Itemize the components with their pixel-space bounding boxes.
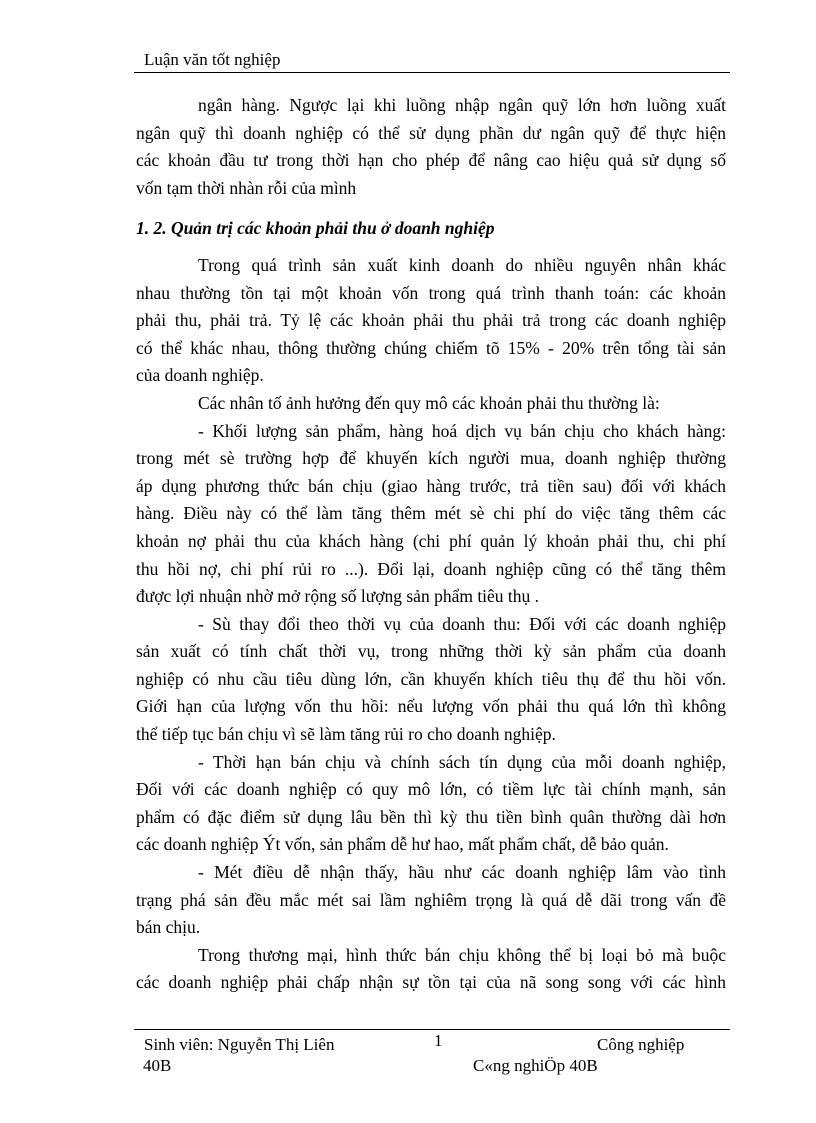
- paragraph-3: [136, 390, 726, 418]
- page-header-title: Luận văn tốt nghiệp: [144, 50, 281, 69]
- text-line: thu hồi nợ, chi phí rủi ro ...). Đổi lại, doanh nghiệp cũng có thể tăng thêm: [136, 558, 726, 579]
- text-line: áp dụng phương thức bán chịu (giao hàng trước, trả tiền sau) đối với khách: [136, 475, 726, 496]
- text-line: nhau thường tồn tại một khoản vốn trong quá trình thanh toán: các khoản: [136, 282, 726, 303]
- text-line: được lợi nhuận nhờ mở rộng số lượng sản phẩm tiêu thụ .: [136, 586, 540, 607]
- document-body: [136, 92, 726, 997]
- text-line: Giới hạn của lượng vốn thu hồi: nếu lượng vốn phải thu quá lớn thì không: [136, 696, 726, 717]
- text-line: phẩm có đặc điểm sử dụng lâu bền thì kỳ thu tiền bình quân thường dài hơn: [136, 806, 726, 827]
- paragraph-5: [136, 611, 726, 749]
- text-line: Đối với các doanh nghiệp có quy mô lớn, có tiềm lực tài chính mạnh, sản: [136, 779, 726, 800]
- text-line: - Sù thay đổi theo thời vụ của doanh thu: Đối với các doanh nghiệp: [198, 613, 726, 634]
- text-line: các doanh nghiệp phải chấp nhận sự tồn tại của nã song song với các hình: [136, 972, 726, 993]
- text-line: vốn tạm thời nhàn rỗi của mình: [136, 177, 357, 198]
- page-number: 1: [434, 1031, 443, 1050]
- text-line: khoản nợ phải thu của khách hàng (chi phí quản lý khoản phải thu, chi phí: [136, 530, 726, 551]
- footer-industry: Công nghiệp: [597, 1035, 685, 1054]
- text-line: bán chịu.: [136, 917, 201, 938]
- text-line: các khoản đầu tư trong thời hạn cho phép để nâng cao hiệu quả sử dụng số: [136, 150, 726, 171]
- paragraph-1: [136, 92, 726, 202]
- text-line: các doanh nghiệp Ýt vốn, sản phẩm dễ hư hao, mất phẩm chất, dễ bảo quản.: [136, 834, 669, 855]
- footer-divider: [134, 1029, 730, 1030]
- text-line: Các nhân tố ảnh hưởng đến quy mô các khoản phải thu thường là:: [198, 392, 660, 413]
- text-line: trong mét sè trường hợp để khuyến kích người mua, doanh nghiệp thường: [136, 448, 726, 469]
- text-line: - Mét điều dễ nhận thấy, hầu như các doanh nghiệp lâm vào tình: [198, 862, 726, 883]
- text-line: - Khối lượng sản phẩm, hàng hoá dịch vụ bán chịu cho khách hàng:: [198, 420, 726, 441]
- text-line: thể tiếp tục bán chịu vì sẽ làm tăng rủi ro cho doanh nghiệp.: [136, 724, 556, 745]
- text-line: nghiệp có nhu cầu tiêu dùng lớn, cần khuyến khích tiêu thụ để thu hồi vốn.: [136, 668, 726, 689]
- section-heading: 1. 2. Quản trị các khoản phải thu ở doanh nghiệp: [136, 218, 495, 239]
- header-divider: [134, 72, 730, 73]
- text-line: của doanh nghiệp.: [136, 365, 264, 386]
- text-line: - Thời hạn bán chịu và chính sách tín dụng của mỗi doanh nghiệp,: [198, 751, 726, 772]
- footer-student-name: Sinh viên: Nguyễn Thị Liên: [144, 1035, 335, 1054]
- text-line: ngân quỹ thì doanh nghiệp có thể sử dụng phần dư ngân quỹ để thực hiện: [136, 122, 726, 143]
- paragraph-8: [136, 942, 726, 997]
- paragraph-2: [136, 252, 726, 390]
- text-line: phải thu, phải trả. Tỷ lệ các khoản phải thu phải trả trong các doanh nghiệp: [136, 310, 726, 331]
- paragraph-4: [136, 418, 726, 611]
- text-line: trạng phá sản đều mắc mét sai lầm nghiêm trọng là quá dễ dãi trong vấn đề: [136, 889, 726, 910]
- paragraph-6: [136, 749, 726, 859]
- text-line: ngân hàng. Ngược lại khi luồng nhập ngân quỹ lớn hơn luồng xuất: [198, 95, 726, 115]
- footer-garbled-class: C«ng nghiÖp 40B: [473, 1056, 598, 1075]
- text-line: Trong thương mại, hình thức bán chịu không thể bị loại bỏ mà buộc: [198, 944, 726, 965]
- text-line: Trong quá trình sản xuất kinh doanh do nhiều nguyên nhân khác: [198, 254, 726, 275]
- footer-class: 40B: [143, 1056, 172, 1075]
- text-line: có thể khác nhau, thông thường chúng chiếm tõ 15% - 20% trên tổng tài sản: [136, 337, 726, 358]
- text-line: hàng. Điều này có thể làm tăng thêm mét sè chi phí do việc tăng thêm các: [136, 503, 726, 524]
- paragraph-7: [136, 859, 726, 942]
- text-line: sản xuất có tính chất thời vụ, trong những thời kỳ sản phẩm của doanh: [136, 641, 726, 662]
